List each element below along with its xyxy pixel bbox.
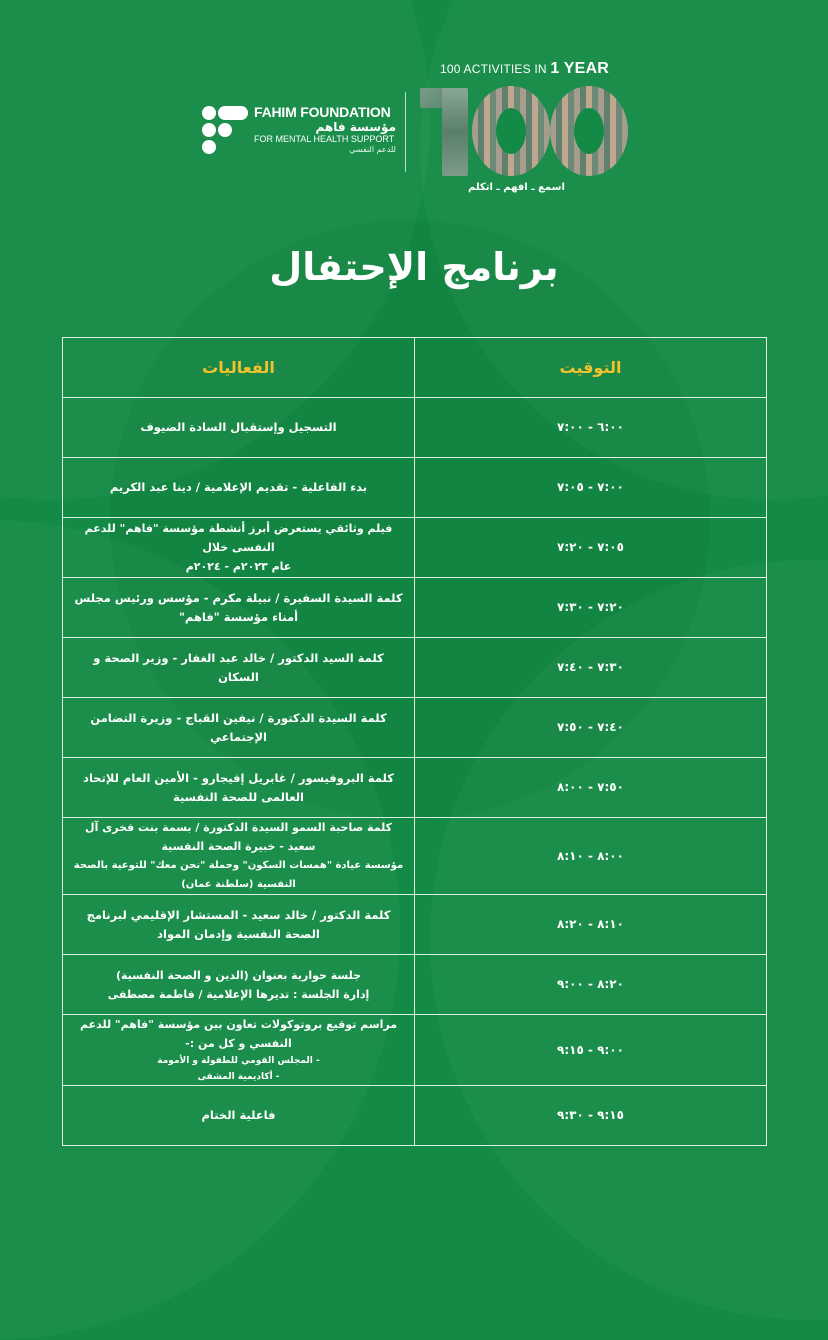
row-event: التسجيل وإستقبال السادة الضيوف — [63, 398, 415, 458]
brand-subtitle-ar: للدعم النفسي — [349, 145, 396, 154]
row-time: ٧:٠٥ - ٧:٢٠ — [415, 518, 767, 578]
brand-block — [254, 104, 396, 155]
row-time: ٧:٤٠ - ٧:٥٠ — [415, 698, 767, 758]
row-time: ٧:٢٠ - ٧:٣٠ — [415, 578, 767, 638]
row-event: مراسم توقيع بروتوكولات تعاون بين مؤسسة "فاهم" للدعم النفسي و كل من :- - المجلس القومي للطفولة و الأمومة - أكاديمية المشفى — [63, 1015, 415, 1086]
tagline: اسمع ـ افهم ـ اتكلم — [468, 182, 565, 193]
table-row — [63, 458, 767, 518]
table-row — [63, 638, 767, 698]
brand-name-ar: مؤسسة فاهم — [315, 120, 396, 134]
row-event: كلمة السيد الدكتور / خالد عبد الغفار - وزير الصحة و السكان — [63, 638, 415, 698]
row-event: بدء الفاعلية - تقديم الإعلامية / دينا عبد الكريم — [63, 458, 415, 518]
row-time: ٩:٠٠ - ٩:١٥ — [415, 1015, 767, 1086]
table-header-row — [63, 338, 767, 398]
header-time: التوقيت — [415, 338, 767, 398]
table-row — [63, 895, 767, 955]
table-row — [63, 398, 767, 458]
table-row — [63, 818, 767, 895]
fahim-logo-icon — [202, 106, 248, 154]
row-event: كلمة السيدة الدكتورة / نيفين القباج - وزيرة التضامن الإجتماعي — [63, 698, 415, 758]
row-time: ٧:٥٠ - ٨:٠٠ — [415, 758, 767, 818]
page-title: برنامج الإحتفال — [269, 245, 559, 289]
table-row — [63, 518, 767, 578]
row-time: ٩:١٥ - ٩:٣٠ — [415, 1086, 767, 1146]
row-time: ٧:٣٠ - ٧:٤٠ — [415, 638, 767, 698]
header — [0, 0, 828, 220]
table-row — [63, 1086, 767, 1146]
row-event: جلسة حوارية بعنوان (الدين و الصحة النفسية) إدارة الجلسة : تديرها الإعلامية / فاطمة مصطفى — [63, 955, 415, 1015]
row-event: فيلم وثائقي يستعرض أبرز أنشطة مؤسسة "فاهم" للدعم النفسى خلال عام ٢٠٢٣م - ٢٠٢٤م — [63, 518, 415, 578]
hundred-photo-collage — [420, 84, 628, 178]
row-event: كلمة صاحبة السمو السيدة الدكتورة / بسمة بنت فخرى آل سعيد - خبيرة الصحة النفسية مؤسسة عيادة "همسات السكون" وحملة "نحن معك" للتوعية بالصحة النفسية (سلطنة عمان) — [63, 818, 415, 895]
row-time: ٨:١٠ - ٨:٢٠ — [415, 895, 767, 955]
header-events: الفعاليات — [63, 338, 415, 398]
schedule-table — [62, 337, 767, 1146]
brand-subtitle-en: FOR MENTAL HEALTH SUPPORT — [254, 134, 395, 144]
row-event: كلمة السيدة السفيرة / نبيلة مكرم - مؤسس ورئيس مجلس أمناء مؤسسة "فاهم" — [63, 578, 415, 638]
row-time: ٨:٢٠ - ٩:٠٠ — [415, 955, 767, 1015]
row-event: كلمة الدكتور / خالد سعيد - المستشار الإقليمي لبرنامج الصحة النفسية وإدمان المواد — [63, 895, 415, 955]
table-row — [63, 698, 767, 758]
table-row — [63, 955, 767, 1015]
row-event: كلمة البروفيسور / غابريل إفيجارو - الأمين العام للإتحاد العالمى للصحة النفسية — [63, 758, 415, 818]
header-divider — [405, 92, 406, 172]
table-row — [63, 1015, 767, 1086]
row-time: ٦:٠٠ - ٧:٠٠ — [415, 398, 767, 458]
row-event: فاعلية الختام — [63, 1086, 415, 1146]
activities-caption: 100 ACTIVITIES IN 1 YEAR — [440, 60, 610, 77]
table-row — [63, 578, 767, 638]
table-row — [63, 758, 767, 818]
row-time: ٧:٠٠ - ٧:٠٥ — [415, 458, 767, 518]
row-time: ٨:٠٠ - ٨:١٠ — [415, 818, 767, 895]
brand-name-en: FAHIM FOUNDATION — [254, 104, 391, 120]
